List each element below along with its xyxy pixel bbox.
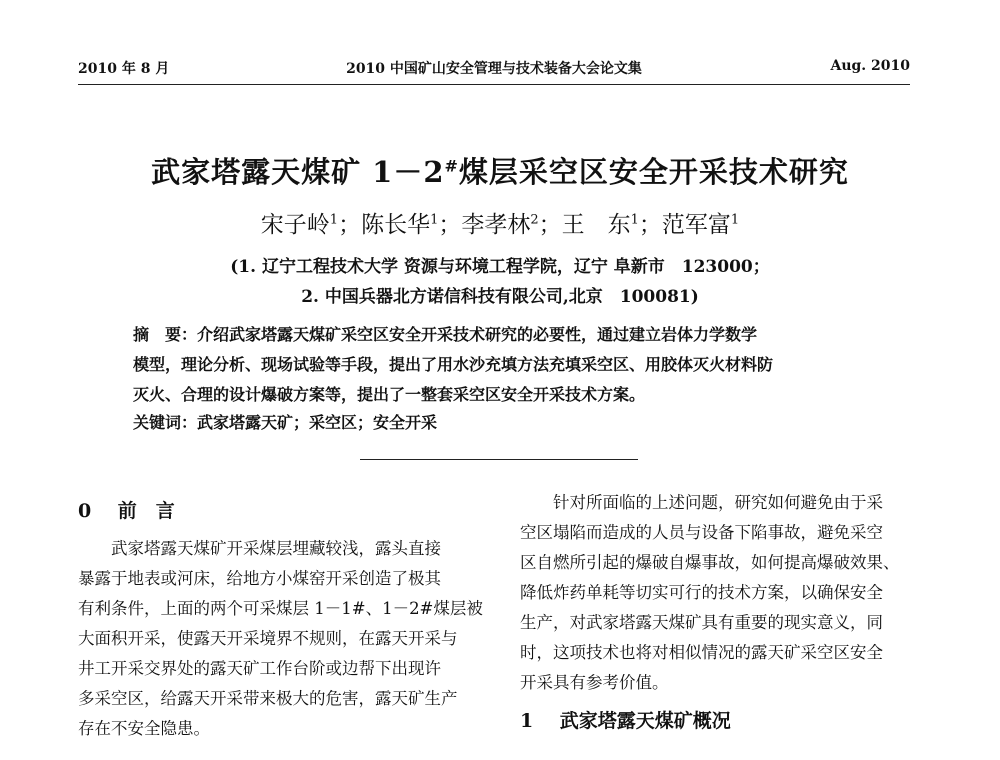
header-rule bbox=[78, 84, 910, 85]
body-line: 生产，对武家塔露天煤矿具有重要的现实意义，同 bbox=[520, 613, 883, 632]
body-line: 时，这项技术也将对相似情况的露天矿采空区安全 bbox=[520, 643, 883, 662]
section-number: 0 bbox=[78, 500, 92, 522]
author-name: 范军富 bbox=[661, 212, 731, 238]
affiliation-1: (1. 辽宁工程技术大学 资源与环境工程学院，辽宁 阜新市 123000； bbox=[230, 257, 770, 277]
keywords-label: 关键词： bbox=[133, 413, 198, 432]
abstract-line: 灭火、合理的设计爆破方案等，提出了一整套采空区安全开采技术方案。 bbox=[133, 385, 646, 404]
section-number: 1 bbox=[520, 710, 534, 732]
author-affil-mark: 1 bbox=[630, 212, 639, 228]
body-line: 暴露于地表或河床，给地方小煤窑开采创造了极其 bbox=[78, 569, 441, 588]
body-line: 空区塌陷而造成的人员与设备下陷事故，避免采空 bbox=[520, 523, 883, 542]
author-affil-mark: 2 bbox=[530, 212, 539, 228]
author-list: 宋子岭$^1$；陈长华$^1$；李孝林$^2$；王 东$^1$；范军富$^1$ bbox=[260, 212, 740, 238]
body-line: 武家塔露天煤矿开采煤层埋藏较浅，露头直接 bbox=[111, 539, 441, 558]
header-date-cn: 2010 年 8 月 bbox=[78, 61, 170, 77]
author-name: 李孝林 bbox=[461, 212, 531, 238]
title-part-1: 武家塔露天煤矿 1－2 bbox=[151, 155, 445, 189]
abstract bbox=[133, 320, 863, 410]
section-title: 前 言 bbox=[117, 500, 175, 522]
author-name: 陈长华 bbox=[361, 212, 431, 238]
affiliation-2: 2. 中国兵器北方诺信科技有限公司,北京 100081) bbox=[301, 287, 699, 307]
body-line: 存在不安全隐患。 bbox=[78, 719, 210, 738]
keywords bbox=[133, 410, 437, 433]
running-header bbox=[78, 58, 910, 82]
abstract-line bbox=[133, 320, 863, 350]
abstract-text: 介绍武家塔露天煤矿采空区安全开采技术研究的必要性，通过建立岩体力学数学 bbox=[197, 325, 758, 344]
section-heading-0 bbox=[78, 488, 498, 534]
body-line: 开采具有参考价值。 bbox=[520, 673, 669, 692]
body-line: 大面积开采，使露天开采境界不规则，在露天开采与 bbox=[78, 629, 458, 648]
author-name: 王 东 bbox=[561, 212, 631, 238]
body-line: 降低炸药单耗等切实可行的技术方案，以确保安全 bbox=[520, 583, 883, 602]
body-line: 井工开采交界处的露天矿工作台阶或边帮下出现许 bbox=[78, 659, 441, 678]
section-heading-1 bbox=[520, 698, 940, 744]
author-name: 宋子岭 bbox=[260, 212, 330, 238]
author-affil-mark: 1 bbox=[730, 212, 740, 228]
author-affil-mark: 1 bbox=[329, 212, 339, 228]
body-line: 区自燃所引起的爆破自爆事故，如何提高爆破效果、 bbox=[520, 553, 900, 572]
title-part-2: 煤层采空区安全开采技术研究 bbox=[458, 155, 849, 189]
left-column bbox=[78, 488, 498, 744]
body-line: 针对所面临的上述问题，研究如何避免由于采 bbox=[553, 493, 883, 512]
author-affil-mark: 1 bbox=[430, 212, 439, 228]
body-line: 有利条件，上面的两个可采煤层 1－1#、1－2#煤层被 bbox=[78, 599, 483, 618]
paper-title bbox=[0, 150, 1000, 191]
keywords-text: 武家塔露天矿；采空区；安全开采 bbox=[197, 413, 438, 432]
abstract-label: 摘 要： bbox=[133, 325, 198, 344]
section-title: 武家塔露天煤矿概况 bbox=[559, 710, 731, 732]
title-superscript: # bbox=[444, 156, 459, 176]
right-column bbox=[520, 488, 940, 744]
body-line: 多采空区，给露天开采带来极大的危害，露天矿生产 bbox=[78, 689, 458, 708]
header-date-en: Aug. 2010 bbox=[830, 58, 910, 74]
abstract-line: 模型，理论分析、现场试验等手段，提出了用水沙充填方法充填采空区、用胶体灭火材料防 bbox=[133, 355, 774, 374]
abstract-divider bbox=[360, 459, 638, 460]
header-proceedings-title: 2010 中国矿山安全管理与技术装备大会论文集 bbox=[346, 61, 642, 77]
